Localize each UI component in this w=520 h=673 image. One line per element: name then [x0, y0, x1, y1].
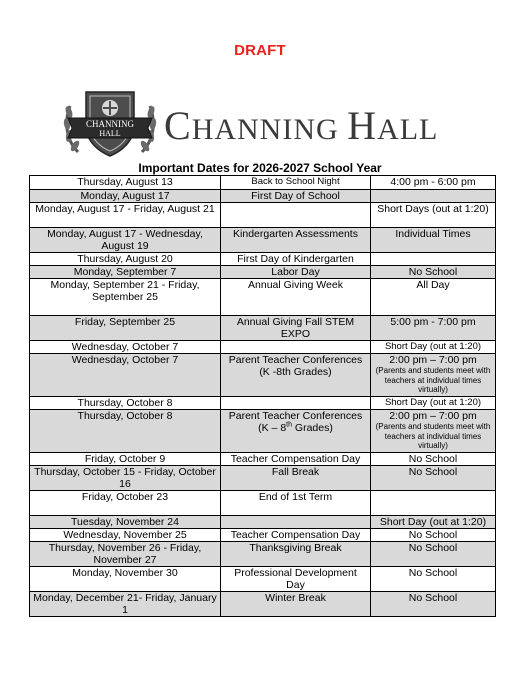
table-row [30, 228, 496, 253]
event-cell: First Day of Kindergarten [221, 253, 371, 266]
time-cell: Individual Times [371, 228, 496, 253]
table-row [30, 266, 496, 279]
time-cell: Short Days (out at 1:20) [371, 203, 496, 228]
date-cell: Monday, August 17 [30, 190, 221, 203]
date-cell: Thursday, August 13 [30, 176, 221, 190]
event-cell: Thanksgiving Break [221, 542, 371, 567]
date-cell: Thursday, November 26 - Friday, November 27 [30, 542, 221, 567]
table-row [30, 190, 496, 203]
table-row [30, 592, 496, 617]
date-cell: Wednesday, November 25 [30, 529, 221, 542]
table-row [30, 279, 496, 316]
event-sup: th [286, 421, 292, 429]
time-cell: No School [371, 453, 496, 466]
time-note: (Parents and students meet with teachers at individual times virtually) [375, 422, 491, 450]
table-row [30, 410, 496, 453]
table-row [30, 529, 496, 542]
time-cell: 4:00 pm - 6:00 pm [371, 176, 496, 190]
school-header [60, 82, 480, 160]
date-cell: Monday, December 21- Friday, January 1 [30, 592, 221, 617]
table-row [30, 176, 496, 190]
event-line1: Parent Teacher Conferences [228, 410, 363, 422]
event-cell: Teacher Compensation Day [221, 529, 371, 542]
school-crest-logo [60, 82, 160, 160]
event-cell [221, 341, 371, 354]
table-row [30, 453, 496, 466]
table-row [30, 491, 496, 516]
table-row [30, 341, 496, 354]
time-cell: No School [371, 567, 496, 592]
date-cell: Monday, September 21 - Friday, September 25 [30, 279, 221, 316]
date-cell: Friday, September 25 [30, 316, 221, 341]
time-cell: No School [371, 529, 496, 542]
event-post: Grades) [292, 422, 333, 434]
time-cell [371, 410, 496, 453]
wordmark-rest-2: ALL [377, 113, 439, 146]
table-row [30, 542, 496, 567]
time-text: 2:00 pm – 7:00 pm [389, 354, 477, 366]
page-title: Important Dates for 2026-2027 School Year [138, 161, 382, 175]
table-row [30, 567, 496, 592]
school-wordmark [164, 102, 438, 149]
wordmark-initial-2: H [347, 103, 378, 148]
date-cell: Monday, November 30 [30, 567, 221, 592]
crest-text-line2: HALL [99, 129, 121, 138]
event-pre: (K – 8 [258, 422, 287, 434]
crest-text-line1: CHANNING [86, 119, 134, 129]
draft-label: DRAFT [234, 42, 286, 59]
event-cell: Labor Day [221, 266, 371, 279]
event-cell: Annual Giving Week [221, 279, 371, 316]
table-row [30, 516, 496, 529]
event-cell: Kindergarten Assessments [221, 228, 371, 253]
event-cell: Parent Teacher Conferences (K -8th Grades) [221, 354, 371, 397]
date-cell: Thursday, August 20 [30, 253, 221, 266]
table-row [30, 253, 496, 266]
event-cell: Annual Giving Fall STEM EXPO [221, 316, 371, 341]
wordmark-rest-1: HANNING [191, 113, 339, 146]
time-text: 2:00 pm – 7:00 pm [389, 410, 477, 422]
event-cell [221, 203, 371, 228]
time-cell: No School [371, 266, 496, 279]
table-row [30, 354, 496, 397]
event-cell [221, 397, 371, 410]
important-dates-table [29, 175, 496, 617]
date-cell: Monday, August 17 - Wednesday, August 19 [30, 228, 221, 253]
date-cell: Monday, August 17 - Friday, August 21 [30, 203, 221, 228]
event-cell [221, 410, 371, 453]
wordmark-initial-1: C [164, 103, 192, 148]
event-cell: Fall Break [221, 466, 371, 491]
date-cell: Wednesday, October 7 [30, 354, 221, 397]
date-cell: Friday, October 9 [30, 453, 221, 466]
event-cell [221, 516, 371, 529]
date-cell: Friday, October 23 [30, 491, 221, 516]
event-cell: First Day of School [221, 190, 371, 203]
event-cell: End of 1st Term [221, 491, 371, 516]
event-cell: Professional Development Day [221, 567, 371, 592]
time-cell [371, 190, 496, 203]
date-cell: Thursday, October 8 [30, 410, 221, 453]
event-cell: Back to School Night [221, 176, 371, 190]
table-row [30, 316, 496, 341]
time-cell [371, 354, 496, 397]
time-cell: No School [371, 542, 496, 567]
event-cell: Winter Break [221, 592, 371, 617]
date-cell: Thursday, October 15 - Friday, October 16 [30, 466, 221, 491]
date-cell: Monday, September 7 [30, 266, 221, 279]
date-cell: Thursday, October 8 [30, 397, 221, 410]
time-cell: 5:00 pm - 7:00 pm [371, 316, 496, 341]
time-cell [371, 253, 496, 266]
time-note: (Parents and students meet with teachers at individual times virtually) [375, 366, 491, 394]
table-row [30, 397, 496, 410]
date-cell: Tuesday, November 24 [30, 516, 221, 529]
table-row [30, 203, 496, 228]
time-cell: No School [371, 466, 496, 491]
event-cell: Teacher Compensation Day [221, 453, 371, 466]
date-cell: Wednesday, October 7 [30, 341, 221, 354]
time-cell: No School [371, 592, 496, 617]
time-cell: Short Day (out at 1:20) [371, 341, 496, 354]
time-cell: All Day [371, 279, 496, 316]
time-cell [371, 491, 496, 516]
time-cell: Short Day (out at 1:20) [371, 397, 496, 410]
table-row [30, 466, 496, 491]
time-cell: Short Day (out at 1:20) [371, 516, 496, 529]
